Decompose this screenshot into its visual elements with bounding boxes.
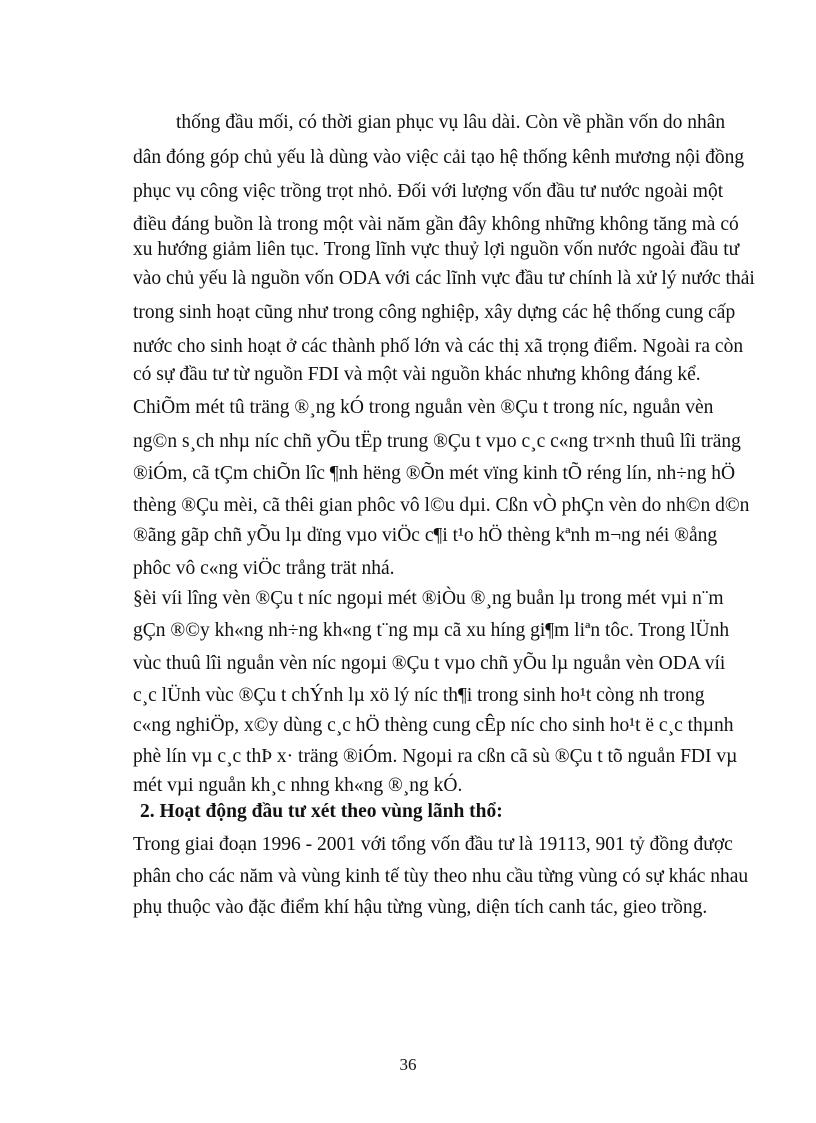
text-line: §èi víi lîng vèn ®Çu t níc ngoµi mét ®iÒu ®¸ng buån lµ trong mét vµi n¨m (133, 588, 724, 609)
text-line: Trong giai đoạn 1996 - 2001 với tổng vốn đầu tư là 19113, 901 tỷ đồng được (133, 834, 733, 855)
text-line: xu hướng giảm liên tục. Trong lĩnh vực thuỷ lợi nguồn vốn nước ngoài đầu tư (133, 239, 740, 260)
text-line: ®ãng gãp chñ yÕu lµ dïng vµo viÖc c¶i t¹o hÖ thèng kªnh m¬ng néi ®ång (133, 525, 718, 546)
text-line: vào chủ yếu là nguồn vốn ODA với các lĩnh vực đầu tư chính là xử lý nước thải (133, 268, 755, 289)
text-line: ng©n s¸ch nhµ níc chñ yÕu tËp trung ®Çu t vµo c¸c c«ng tr×nh thuû lîi träng (133, 431, 741, 452)
text-line: phụ thuộc vào đặc điểm khí hậu từng vùng, diện tích canh tác, gieo trồng. (133, 897, 708, 918)
text-line: c¸c lÜnh vùc ®Çu t chÝnh lµ xö lý níc th¶i trong sinh ho¹t còng nh trong (133, 685, 705, 706)
text-line: vùc thuû lîi nguån vèn níc ngoµi ®Çu t vµo chñ yÕu lµ nguån vèn ODA víi (133, 653, 726, 674)
text-line: phục vụ công việc trồng trọt nhỏ. Đối với lượng vốn đầu tư nước ngoài một (133, 181, 724, 202)
text-line: c«ng nghiÖp, x©y dùng c¸c hÖ thèng cung cÊp níc cho sinh ho¹t ë c¸c thµnh (133, 715, 734, 736)
text-line: thống đầu mối, có thời gian phục vụ lâu dài. Còn về phần vốn do nhân (176, 112, 726, 133)
text-line: phân cho các năm và vùng kinh tế tùy theo nhu cầu từng vùng có sự khác nhau (133, 866, 749, 887)
text-line: thèng ®Çu mèi, cã thêi gian phôc vô l©u dµi. Cßn vÒ phÇn vèn do nh©n d©n (133, 495, 750, 516)
text-line: điều đáng buồn là trong một vài năm gần đây không những không tăng mà có (133, 214, 739, 235)
page-number: 36 (399, 1055, 417, 1074)
text-line: ChiÕm mét tû träng ®¸ng kÓ trong nguån vèn ®Çu t trong níc, nguån vèn (133, 397, 714, 418)
text-line: dân đóng góp chủ yếu là dùng vào việc cải tạo hệ thống kênh mương nội đồng (133, 147, 745, 168)
section-heading: 2. Hoạt động đầu tư xét theo vùng lãnh thổ: (140, 801, 503, 822)
text-line: có sự đầu tư từ nguồn FDI và một vài nguồn khác nhưng không đáng kể. (133, 364, 701, 385)
text-line: gÇn ®©y kh«ng nh÷ng kh«ng t¨ng mµ cã xu híng gi¶m liªn tôc. Trong lÜnh (133, 620, 730, 641)
text-line: phôc vô c«ng viÖc trång trät nhá. (133, 558, 395, 579)
text-line: nước cho sinh hoạt ở các thành phố lớn và các thị xã trọng điểm. Ngoài ra còn (133, 336, 744, 357)
text-line: trong sinh hoạt cũng như trong công nghiệp, xây dựng các hệ thống cung cấp (133, 302, 736, 323)
text-line: ®iÓm, cã tÇm chiÕn lîc ¶nh hëng ®Õn mét vïng kinh tÕ réng lín, nh÷ng hÖ (133, 463, 736, 484)
text-line: mét vµi nguån kh¸c nhng kh«ng ®¸ng kÓ. (133, 775, 463, 796)
text-line: phè lín vµ c¸c thÞ x· träng ®iÓm. Ngoµi ra cßn cã sù ®Çu t tõ nguån FDI vµ (133, 746, 738, 767)
